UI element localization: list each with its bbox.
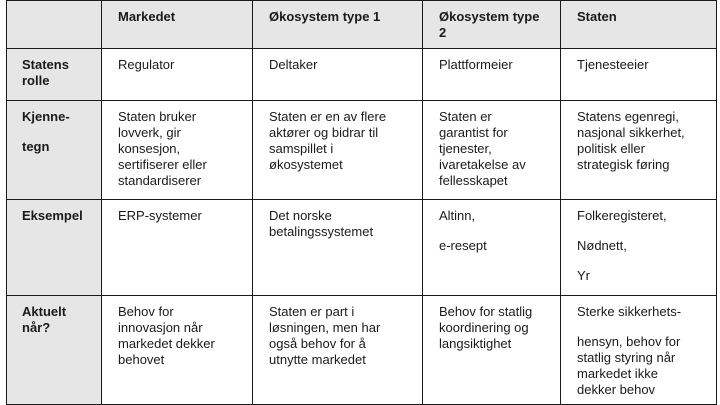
cell-line: tjenester, <box>439 141 492 156</box>
cell-relevant-staten <box>561 296 717 405</box>
cell-line: standardiserer <box>118 173 202 188</box>
cell-role-staten: Tjenesteeier <box>561 49 717 101</box>
cell-line: hensyn, behov for <box>577 334 681 349</box>
cell-traits-type2 <box>423 101 561 200</box>
row-label-line: rolle <box>22 73 50 88</box>
row-label-eksempel: Eksempel <box>7 200 102 296</box>
cell-line: Staten bruker <box>118 109 197 124</box>
cell-line: lovverk, gir <box>118 125 181 140</box>
cell-line: aktører og bidrar til <box>269 125 379 140</box>
cell-line: statlig styring når <box>577 350 676 365</box>
cell-relevant-type2 <box>423 296 561 405</box>
header-corner-cell <box>7 1 102 49</box>
cell-example-markedet: ERP-systemer <box>102 200 253 296</box>
cell-line: konsesjon, <box>118 141 181 156</box>
cell-line: fellesskapet <box>439 173 508 188</box>
cell-line: langsiktighet <box>439 336 512 351</box>
cell-example-type1 <box>253 200 423 296</box>
cell-line: sertifiserer eller <box>118 157 207 172</box>
cell-role-type1: Deltaker <box>253 49 423 101</box>
table-row-eksempel <box>7 200 717 296</box>
cell-line: garantist for <box>439 125 508 140</box>
cell-traits-staten <box>561 101 717 200</box>
header-okosystem-type-1: Økosystem type 1 <box>253 1 423 49</box>
cell-line: Nødnett, <box>577 238 627 253</box>
cell-line: Altinn, <box>439 208 476 223</box>
row-label-kjennetegn <box>7 101 102 200</box>
cell-line: nasjonal sikkerhet, <box>577 125 685 140</box>
header-okosystem-type-2-line1: Økosystem type <box>439 9 540 24</box>
cell-line: Yr <box>577 268 590 283</box>
cell-line: ivaretakelse av <box>439 157 526 172</box>
cell-line: Sterke sikkerhets- <box>577 304 682 319</box>
cell-example-staten <box>561 200 717 296</box>
row-label-line: Kjenne- <box>22 109 70 124</box>
cell-line: Behov for statlig <box>439 304 533 319</box>
cell-line: politisk eller <box>577 141 645 156</box>
cell-traits-markedet <box>102 101 253 200</box>
cell-line: Staten er <box>439 109 492 124</box>
table-row-statens-rolle <box>7 49 717 101</box>
cell-line: Staten er en av flere <box>269 109 387 124</box>
table-row-kjennetegn <box>7 101 717 200</box>
cell-line: økosystemet <box>269 157 343 172</box>
cell-line: betalingssystemet <box>269 224 374 239</box>
cell-line: behovet <box>118 352 165 367</box>
cell-traits-type1 <box>253 101 423 200</box>
header-markedet: Markedet <box>102 1 253 49</box>
comparison-table <box>6 0 717 405</box>
cell-line: også behov for å <box>269 336 366 351</box>
header-staten: Staten <box>561 1 717 49</box>
cell-relevant-markedet <box>102 296 253 405</box>
cell-role-type2: Plattformeier <box>423 49 561 101</box>
row-label-line: Aktuelt <box>22 304 67 319</box>
cell-line: samspillet i <box>269 141 334 156</box>
cell-role-markedet: Regulator <box>102 49 253 101</box>
cell-line: e-resept <box>439 238 487 253</box>
cell-line: løsningen, men har <box>269 320 381 335</box>
cell-line: Folkeregisteret, <box>577 208 667 223</box>
cell-example-type2 <box>423 200 561 296</box>
cell-line: Statens egenregi, <box>577 109 679 124</box>
cell-line: Behov for <box>118 304 174 319</box>
row-label-line: når? <box>22 320 51 335</box>
cell-line: Det norske <box>269 208 332 223</box>
row-label-statens-rolle <box>7 49 102 101</box>
cell-line: dekker behov <box>577 382 656 397</box>
cell-line: koordinering og <box>439 320 529 335</box>
row-label-line: Statens <box>22 57 69 72</box>
row-label-aktuelt-naar <box>7 296 102 405</box>
cell-line: utnytte markedet <box>269 352 366 367</box>
cell-line: Staten er part i <box>269 304 355 319</box>
header-okosystem-type-2 <box>423 1 561 49</box>
table-row-aktuelt-naar <box>7 296 717 405</box>
cell-line: markedet dekker <box>118 336 215 351</box>
header-row <box>7 1 717 49</box>
row-label-line: tegn <box>22 139 50 154</box>
cell-line: markedet ikke <box>577 366 658 381</box>
header-okosystem-type-2-line2: 2 <box>439 25 447 40</box>
cell-line: innovasjon når <box>118 320 203 335</box>
cell-line: strategisk føring <box>577 157 670 172</box>
cell-relevant-type1 <box>253 296 423 405</box>
